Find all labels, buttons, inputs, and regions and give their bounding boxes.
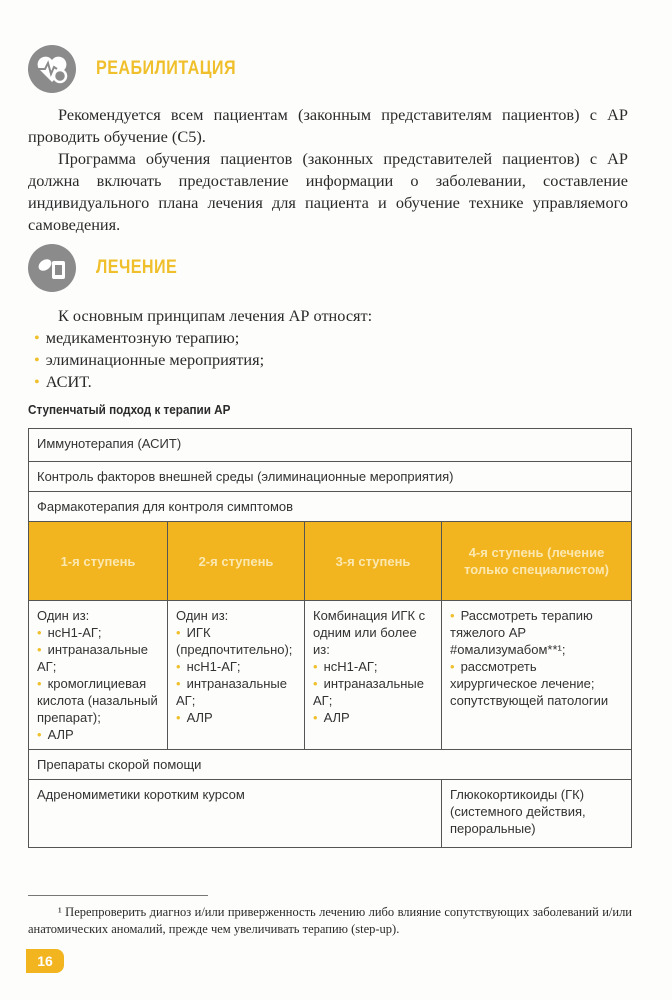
rehab-text [28,104,628,236]
step-header: 1-я ступень [29,522,168,601]
heart-pulse-icon [28,45,76,93]
step-cell: Один из: • ИГК (предпочтительно); • нсН1-АГ; • интраназальные АГ; • АЛР [168,601,305,750]
step-cell: Один из: • нсН1-АГ; • интраназальные АГ; • кромоглициевая кислота (назальный препарат); • АЛР [29,601,168,750]
table-cell: Глюкокортикоиды (ГК) (системного действия, пероральные) [442,780,632,848]
paragraph: Программа обучения пациентов (законных представителей пациентов) с АР должна включать предоставление информации о заболевании, составление индивидуального плана лечения для пациента и обучение технике управляемого самоведения. [28,149,628,234]
table-cell: Адреномиметики коротким курсом [29,780,442,848]
step-header: 4-я ступень (лечение только специалистом) [442,522,632,601]
step-cell: Комбинация ИГК с одним или более из: • нсН1-АГ; • интраназальные АГ; • АЛР [305,601,442,750]
step-header: 3-я ступень [305,522,442,601]
footnote: ¹ Перепроверить диагноз и/или приверженность лечению либо влияние сопутствующих заболеваний и/или анатомических аномалий, прежде чем увеличивать терапию (step-up). [28,905,632,936]
steps-body-row [29,601,632,750]
table-row: Препараты скорой помощи [29,750,632,780]
step-cell: • Рассмотреть терапию тяжелого АР #омализумабом**¹; • рассмотреть хирургическое лечение; сопутствующей патологии [442,601,632,750]
steps-header-row [29,522,632,601]
list-item: • медикаментозную терапию; [34,328,240,347]
treatment-intro [28,305,628,327]
section-title: ЛЕЧЕНИЕ [96,257,178,278]
footnote-divider [28,895,208,896]
rehab-heading [28,45,261,93]
list-item: • элиминационные мероприятия; [34,350,265,369]
table-caption: Ступенчатый подход к терапии АР [28,402,231,417]
therapy-table [28,428,632,848]
table-row: Контроль факторов внешней среды (элиминационные мероприятия) [29,462,632,492]
step-header: 2-я ступень [168,522,305,601]
list-item: • АСИТ. [34,372,92,391]
paragraph: Рекомендуется всем пациентам (законным представителям пациентов) с АР проводить обучение (С5). [28,105,628,146]
table-row: Иммунотерапия (АСИТ) [29,429,632,462]
page-number: 16 [26,949,64,973]
section-title: РЕАБИЛИТАЦИЯ [96,58,236,79]
pills-icon [28,244,76,292]
paragraph: К основным принципам лечения АР относят: [58,306,373,325]
table-row: Фармакотерапия для контроля симптомов [29,492,632,522]
treatment-list [34,327,264,393]
treatment-heading [28,244,192,292]
